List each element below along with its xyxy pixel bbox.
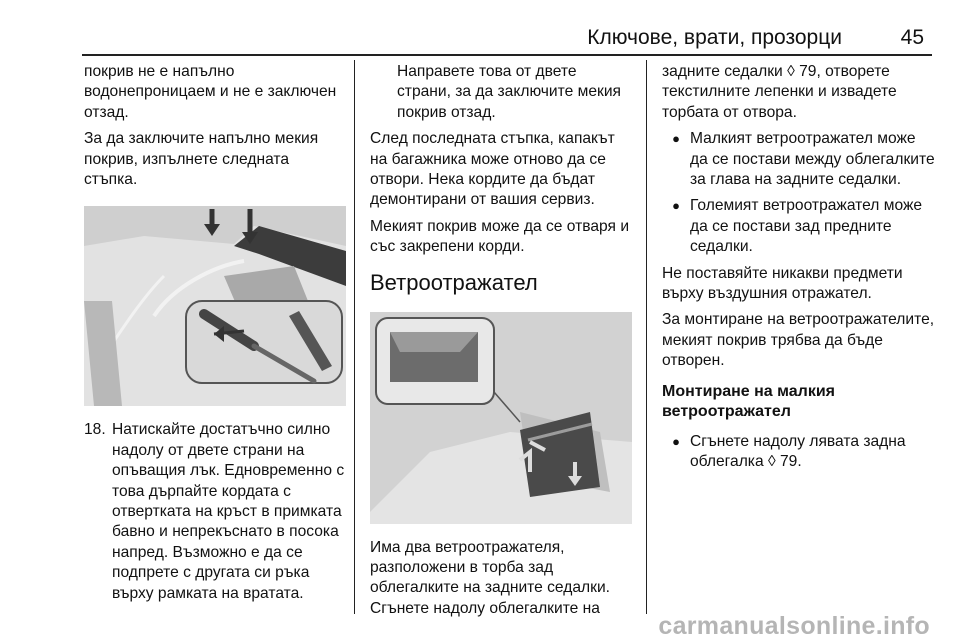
bullet-icon: ● [672, 131, 680, 147]
bullet-icon: ● [672, 198, 680, 214]
bullet-text: Сгънете надолу лявата задна облегалка ◊ 79. [690, 432, 906, 471]
paragraph: Не поставяйте никакви предмети върху въздушния отражател. [662, 264, 903, 303]
paragraph: За монтиране на ветроотражателите, мекият покрив трябва да бъде отворен. [662, 311, 935, 370]
step-continuation: Направете това от двете страни, за да заключите мекия покрив отзад. [397, 63, 621, 121]
bullet-item [662, 129, 937, 190]
bullet-icon: ● [672, 433, 680, 449]
bullet-text: Големият ветроотражател може да се постави зад предните седалки. [690, 197, 923, 256]
step-18 [84, 420, 346, 604]
paragraph: Мекият покрив може да се отваря и със закрепени корди. [370, 217, 630, 256]
bullet-item [662, 196, 937, 257]
bullet-item [662, 432, 937, 473]
column-1 [84, 62, 346, 604]
page-header [0, 0, 960, 56]
column-divider-2 [646, 60, 647, 614]
column-3 [662, 62, 937, 479]
wind-deflector-illustration [370, 312, 632, 524]
paragraph: покрив не е напълно водонепроницаем и не е заключен отзад. [84, 63, 337, 121]
paragraph: След последната стъпка, капакът на багажника може отново да се отвори. Нека кордите да бъдат демонтирани от вашия сервиз. [370, 130, 615, 209]
watermark: carmanualsonline.info [658, 612, 930, 640]
column-divider-1 [354, 60, 355, 614]
paragraph: Има два ветроотражателя, разположени в торба зад облегалките на задните седалки. Сгънете надолу облегалките на [370, 538, 610, 617]
paragraph: задните седалки ◊ 79, отворете текстилните лепенки и извадете торбата от отвора. [662, 63, 897, 121]
page-number: 45 [900, 26, 924, 49]
paragraph: За да заключите напълно мекия покрив, изпълнете следната стъпка. [84, 130, 319, 189]
step-number: 18. [84, 421, 106, 439]
header-rule [82, 54, 932, 56]
chapter-title: Ключове, врати, прозорци [587, 26, 842, 49]
subsection-title: Монтиране на малкия ветроотражател [662, 382, 835, 420]
section-title: Ветроотражател [370, 269, 538, 295]
softtop-lock-illustration [84, 206, 346, 406]
bullet-text: Малкият ветроотражател може да се постави между облегалките за глава на задните седалки. [690, 130, 935, 189]
column-2 [370, 62, 632, 625]
step-text: Натискайте достатъчно силно надолу от двете страни на опъващия лък. Едновременно с това дърпайте кордата с отвертката на кръст в примката бавно и непрекъснато в посока напред. Възможно е да се подпрете с другата си ръка върху рамката на вратата. [112, 421, 345, 602]
